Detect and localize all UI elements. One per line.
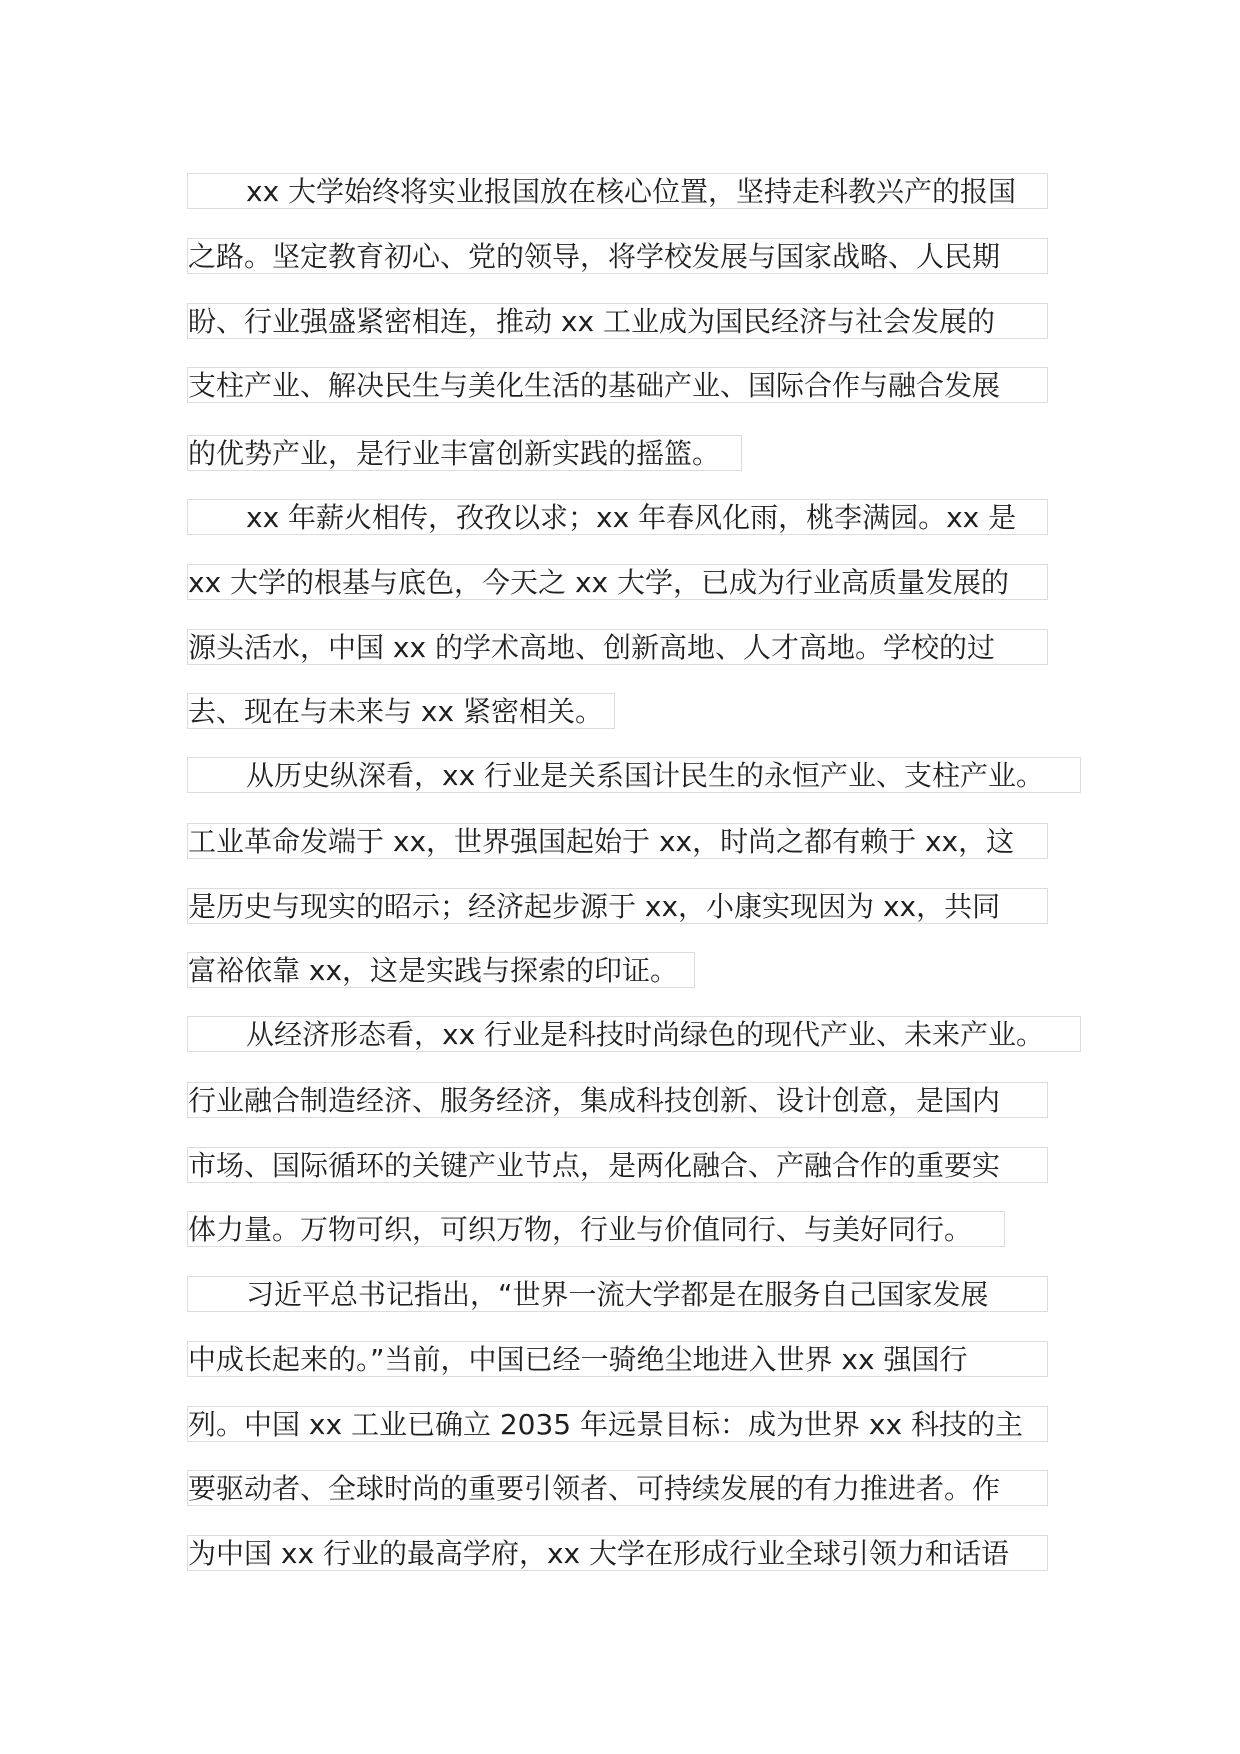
text-line: 支柱产业、解决民生与美化生活的基础产业、国际合作与融合发展 (187, 367, 1048, 403)
text-line: 富裕依靠 xx，这是实践与探索的印证。 (187, 952, 695, 988)
text-line: 市场、国际循环的关键产业节点，是两化融合、产融合作的重要实 (187, 1147, 1048, 1183)
text-line: 之路。坚定教育初心、党的领导，将学校发展与国家战略、人民期 (187, 238, 1048, 274)
text-line: 的优势产业，是行业丰富创新实践的摇篮。 (187, 435, 742, 471)
text-line: 列。中国 xx 工业已确立 2035 年远景目标：成为世界 xx 科技的主 (187, 1406, 1048, 1442)
text-line: 中成长起来的。”当前，中国已经一骑绝尘地进入世界 xx 强国行 (187, 1341, 1048, 1377)
text-line: 是历史与现实的昭示；经济起步源于 xx，小康实现因为 xx，共同 (187, 888, 1048, 924)
text-line: 盼、行业强盛紧密相连，推动 xx 工业成为国民经济与社会发展的 (187, 303, 1048, 339)
text-line: 习近平总书记指出，“世界一流大学都是在服务自己国家发展 (187, 1276, 1048, 1312)
text-line: 去、现在与未来与 xx 紧密相关。 (187, 693, 615, 729)
text-line: 行业融合制造经济、服务经济，集成科技创新、设计创意，是国内 (187, 1082, 1048, 1118)
text-line: 从经济形态看，xx 行业是科技时尚绿色的现代产业、未来产业。 (187, 1016, 1081, 1052)
text-line: 要驱动者、全球时尚的重要引领者、可持续发展的有力推进者。作 (187, 1470, 1048, 1506)
text-line: 源头活水，中国 xx 的学术高地、创新高地、人才高地。学校的过 (187, 629, 1048, 665)
text-line: 工业革命发端于 xx，世界强国起始于 xx，时尚之都有赖于 xx，这 (187, 823, 1048, 859)
text-line: xx 大学的根基与底色，今天之 xx 大学，已成为行业高质量发展的 (187, 564, 1048, 600)
text-line: 体力量。万物可织，可织万物，行业与价值同行、与美好同行。 (187, 1211, 1005, 1247)
text-line: 从历史纵深看，xx 行业是关系国计民生的永恒产业、支柱产业。 (187, 757, 1081, 793)
text-line: 为中国 xx 行业的最高学府，xx 大学在形成行业全球引领力和话语 (187, 1535, 1048, 1571)
text-line: xx 大学始终将实业报国放在核心位置，坚持走科教兴产的报国 (187, 173, 1048, 209)
text-line: xx 年薪火相传，孜孜以求；xx 年春风化雨，桃李满园。xx 是 (187, 499, 1048, 535)
